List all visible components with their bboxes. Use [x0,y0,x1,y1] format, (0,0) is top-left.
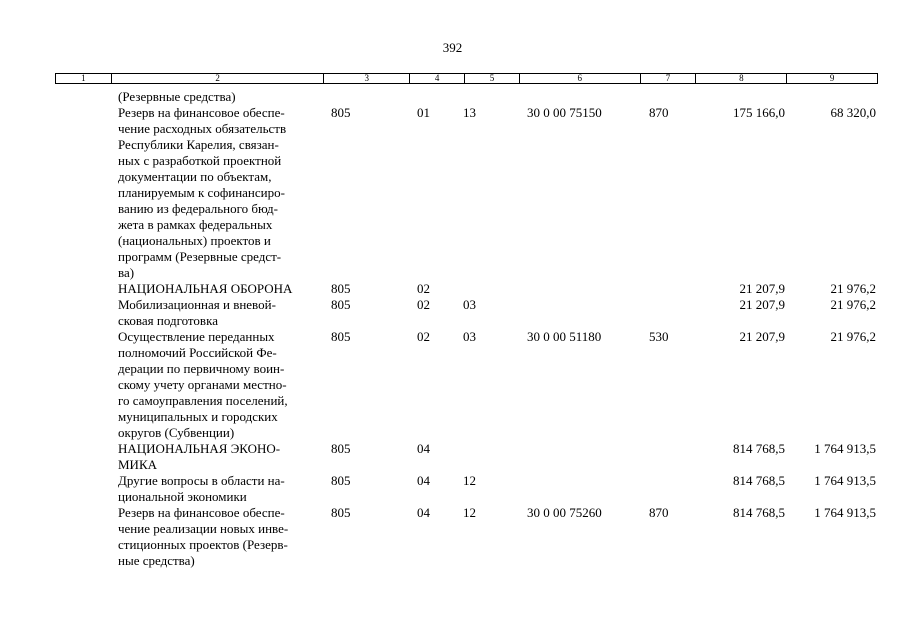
row-name-line: НАЦИОНАЛЬНАЯ ОБОРОНА [118,281,293,296]
row-amount-year1: 21 207,9 [739,281,785,296]
row-expense-type: 870 [649,505,669,520]
row-name-line: планируемым к софинансиро- [118,185,285,200]
row-section: 02 [417,297,430,312]
row-section: 04 [417,473,430,488]
row-name-line: го самоуправления поселений, [118,393,288,408]
table-row [0,297,905,329]
header-col-8: 8 [696,74,787,83]
row-amount-year2: 1 764 913,5 [814,473,876,488]
row-name-line: муниципальных и городских [118,409,278,424]
table-body [0,89,905,569]
row-ved: 805 [331,281,351,296]
row-name-line: стиционных проектов (Резерв- [118,537,288,552]
row-name-line: ванию из федерального бюд- [118,201,278,216]
table-row [0,329,905,441]
row-amount-year2: 21 976,2 [830,297,876,312]
row-name-line: чение реализации новых инве- [118,521,289,536]
row-name [118,473,328,505]
row-amount-year1: 175 166,0 [733,105,785,120]
row-name-line: Резерв на финансовое обеспе- [118,105,285,120]
row-ved: 805 [331,329,351,344]
table-row [0,281,905,297]
row-subsection: 03 [463,297,476,312]
row-expense-type: 870 [649,105,669,120]
row-name [118,105,328,281]
row-name-line: документации по объектам, [118,169,272,184]
row-name [118,297,328,329]
row-amount-year1: 21 207,9 [739,297,785,312]
row-name-line: (национальных) проектов и [118,233,271,248]
row-name-line: НАЦИОНАЛЬНАЯ ЭКОНО- [118,441,281,456]
header-col-1: 1 [56,74,112,83]
row-target-article: 30 0 00 75260 [527,505,602,520]
row-amount-year2: 21 976,2 [830,329,876,344]
header-col-6: 6 [520,74,641,83]
row-amount-year1: 814 768,5 [733,473,785,488]
row-subsection: 03 [463,329,476,344]
row-name [118,329,328,441]
row-name [118,505,328,569]
row-amount-year1: 814 768,5 [733,505,785,520]
header-col-4: 4 [410,74,465,83]
row-name-line: циональной экономики [118,489,247,504]
row-section: 02 [417,281,430,296]
row-subsection: 12 [463,505,476,520]
row-name-line: программ (Резервные средст- [118,249,282,264]
table-row [0,473,905,505]
table-row [0,105,905,281]
row-section: 04 [417,505,430,520]
row-expense-type: 530 [649,329,669,344]
row-amount-year2: 21 976,2 [830,281,876,296]
row-name-line: Осуществление переданных [118,329,275,344]
row-ved: 805 [331,105,351,120]
row-name-line: Республики Карелия, связан- [118,137,279,152]
row-name-line: сковая подготовка [118,313,218,328]
row-name-line: (Резервные средства) [118,89,236,104]
row-section: 02 [417,329,430,344]
row-name-line: скому учету органами местно- [118,377,287,392]
row-name-line: ных с разработкой проектной [118,153,282,168]
row-amount-year2: 1 764 913,5 [814,505,876,520]
row-name-line: ва) [118,265,135,280]
row-name-line: округов (Субвенции) [118,425,235,440]
row-name-line: жета в рамках федеральных [118,217,273,232]
row-target-article: 30 0 00 51180 [527,329,602,344]
row-amount-year1: 814 768,5 [733,441,785,456]
row-amount-year1: 21 207,9 [739,329,785,344]
table-row [0,89,905,105]
row-name-line: Резерв на финансовое обеспе- [118,505,285,520]
table-row [0,441,905,473]
table-header [55,73,878,84]
row-name [118,281,328,297]
row-ved: 805 [331,505,351,520]
header-col-2: 2 [112,74,324,83]
header-col-5: 5 [465,74,520,83]
row-section: 01 [417,105,430,120]
row-name-line: Другие вопросы в области на- [118,473,285,488]
row-name-line: чение расходных обязательств [118,121,287,136]
table-row [0,505,905,569]
header-col-9: 9 [829,73,835,83]
row-name-line: ные средства) [118,553,195,568]
row-target-article: 30 0 00 75150 [527,105,602,120]
row-amount-year2: 68 320,0 [830,105,876,120]
row-ved: 805 [331,473,351,488]
header-col-3: 3 [324,74,410,83]
row-ved: 805 [331,297,351,312]
row-subsection: 13 [463,105,476,120]
page-number: 392 [442,40,463,55]
row-name-line: полномочий Российской Фе- [118,345,277,360]
row-amount-year2: 1 764 913,5 [814,441,876,456]
row-name [118,441,328,473]
row-name [118,89,328,105]
row-name-line: дерации по первичному воин- [118,361,285,376]
row-name-line: Мобилизационная и вневой- [118,297,276,312]
row-ved: 805 [331,441,351,456]
row-name-line: МИКА [118,457,158,472]
row-subsection: 12 [463,473,476,488]
row-section: 04 [417,441,430,456]
header-col-7: 7 [641,74,697,83]
